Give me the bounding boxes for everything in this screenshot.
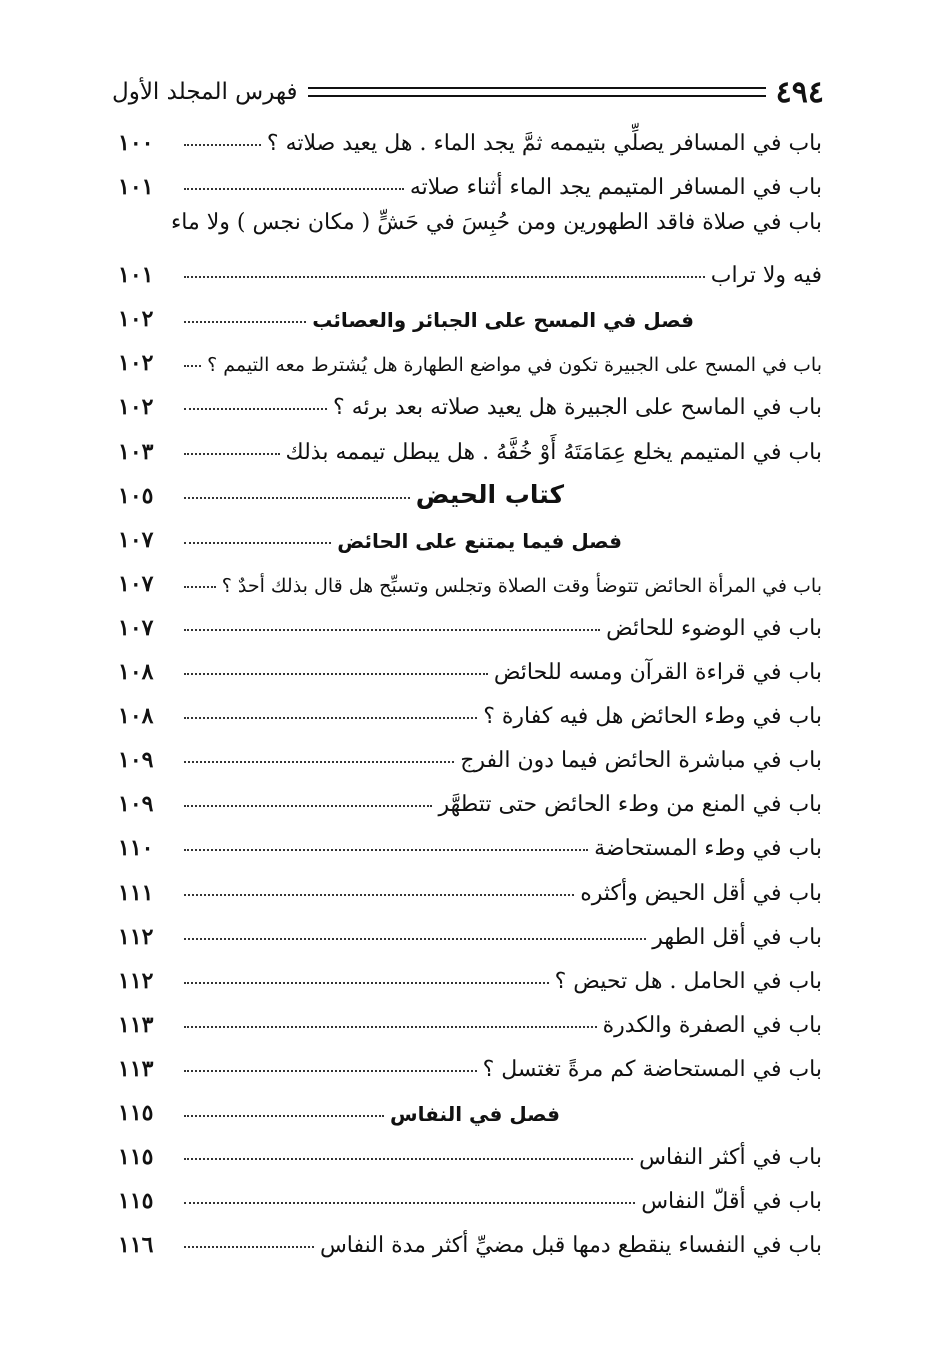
entry-text: باب في الوضوء للحائض — [606, 615, 822, 641]
index-entry — [118, 603, 822, 647]
dot-leader — [184, 629, 600, 631]
dot-leader — [184, 321, 306, 323]
dot-leader — [184, 805, 432, 807]
entry-text-line1: باب في صلاة فاقد الطهورين ومن حُبِسَ في حَشٍّ ( مكان نجس ) ولا ماء — [170, 210, 822, 236]
entry-page: ١١٣ — [118, 1055, 154, 1082]
entry-page: ١٠٩ — [118, 747, 154, 774]
index-entry — [118, 779, 822, 823]
entry-page: ١١٠ — [118, 835, 154, 862]
entry-text: باب في المسافر يصلِّي بتيممه ثمَّ يجد الماء . هل يعيد صلاته ؟ — [266, 131, 822, 157]
entry-page: ١٠٢ — [118, 350, 154, 377]
entry-text: باب في وطء المستحاضة — [594, 836, 822, 862]
dot-leader — [184, 365, 201, 367]
book-heading — [118, 471, 822, 515]
dot-leader — [184, 1246, 314, 1248]
entry-page: ١٠١ — [118, 174, 154, 201]
entry-page: ١٠٧ — [118, 614, 154, 641]
section-heading — [118, 515, 822, 559]
entry-text: باب في المنع من وطء الحائض حتى تتطهَّر — [438, 792, 822, 818]
index-entry — [118, 426, 822, 470]
dot-leader — [184, 1026, 597, 1028]
entry-text: باب في أقل الطهر — [652, 924, 822, 950]
index-entry — [118, 1220, 822, 1264]
entry-page: ١١٥ — [118, 1188, 154, 1215]
entry-page: ١١٦ — [118, 1232, 154, 1259]
dot-leader — [184, 1115, 384, 1117]
entry-text: باب في وطء الحائض هل فيه كفارة ؟ — [483, 704, 822, 730]
entry-text: باب في الحامل . هل تحيض ؟ — [554, 968, 822, 994]
dot-leader — [184, 586, 216, 588]
dot-leader — [184, 542, 331, 544]
index-entry — [118, 1132, 822, 1176]
dot-leader — [184, 673, 488, 675]
entry-page: ١٠٢ — [118, 306, 154, 333]
index-entry — [118, 956, 822, 1000]
index-entry — [118, 382, 822, 426]
dot-leader — [184, 1070, 477, 1072]
section-heading — [118, 294, 822, 338]
entry-page: ١٠٧ — [118, 570, 154, 597]
entry-text: باب في المستحاضة كم مرةً تغتسل ؟ — [482, 1056, 822, 1082]
entry-text: باب في المسافر المتيمم يجد الماء أثناء صلاته — [409, 175, 822, 201]
index-entry — [118, 647, 822, 691]
entry-text: باب في النفساء ينقطع دمها قبل مضيِّ أكثر مدة النفاس — [319, 1233, 822, 1259]
index-entry — [118, 206, 822, 294]
entry-text: باب في المسح على الجبيرة تكون في مواضع الطهارة هل يُشترط معه التيمم ؟ — [207, 354, 822, 377]
index-entry — [118, 1176, 822, 1220]
dot-leader — [184, 982, 549, 984]
entry-page: ١٠٠ — [118, 130, 154, 157]
index-entry — [118, 912, 822, 956]
entry-text: باب في مباشرة الحائض فيما دون الفرج — [460, 748, 822, 774]
entry-text: باب في الماسح على الجبيرة هل يعيد صلاته بعد برئه ؟ — [333, 395, 822, 421]
index-entry — [118, 823, 822, 867]
entry-text: باب في المتيمم يخلع عِمَامَتَهُ أَوْ خُفَّهُ . هل يبطل تيممه بذلك — [285, 439, 822, 465]
section-title: فصل في النفاس — [390, 1101, 560, 1126]
index-entry — [118, 338, 822, 382]
entry-text-line2: فيه ولا تراب — [710, 263, 822, 289]
dot-leader — [184, 276, 705, 278]
dot-leader — [184, 761, 454, 763]
index-entries — [118, 118, 822, 1264]
entry-text: باب في قراءة القرآن ومسه للحائض — [493, 660, 822, 686]
header-double-rule — [308, 87, 766, 97]
dot-leader — [184, 938, 646, 940]
entry-text: باب في المرأة الحائض تتوضأ وقت الصلاة وتجلس وتسبِّح هل قال بذلك أحدٌ ؟ — [221, 574, 822, 597]
entry-page: ١٠٩ — [118, 791, 154, 818]
entry-page: ١٠٢ — [118, 394, 154, 421]
index-entry — [118, 1044, 822, 1088]
entry-text: باب في أقل الحيض وأكثره — [580, 880, 822, 906]
entry-page: ١٠٨ — [118, 703, 154, 730]
dot-leader — [184, 849, 588, 851]
entry-page: ١١٥ — [118, 1144, 154, 1171]
entry-page: ١٠٥ — [118, 482, 154, 509]
section-title: فصل في المسح على الجبائر والعصائب — [312, 308, 694, 333]
index-entry — [118, 867, 822, 911]
dot-leader — [184, 497, 410, 499]
entry-text: باب في أقلّ النفاس — [641, 1189, 822, 1215]
dot-leader — [184, 1202, 635, 1204]
entry-page: ١٠٨ — [118, 659, 154, 686]
index-entry — [118, 1000, 822, 1044]
index-entry — [118, 118, 822, 162]
dot-leader — [184, 144, 261, 146]
section-title: فصل فيما يمتنع على الحائض — [337, 528, 622, 553]
dot-leader — [184, 1158, 633, 1160]
section-heading — [118, 1088, 822, 1132]
entry-page: ١١٢ — [118, 923, 154, 950]
entry-page: ١١٢ — [118, 967, 154, 994]
index-entry — [118, 735, 822, 779]
entry-page: ١١٥ — [118, 1099, 154, 1126]
dot-leader — [184, 894, 574, 896]
index-entry — [118, 691, 822, 735]
page-number: ٤٩٤ — [775, 74, 824, 110]
entry-text: باب في أكثر النفاس — [639, 1145, 822, 1171]
dot-leader — [184, 453, 280, 455]
dot-leader — [184, 408, 327, 410]
entry-page: ١٠٣ — [118, 438, 154, 465]
page-header — [112, 72, 824, 112]
entry-page: ١٠١ — [118, 262, 154, 289]
index-entry — [118, 162, 822, 206]
entry-page: ١٠٧ — [118, 526, 154, 553]
running-title: فهرس المجلد الأول — [112, 79, 298, 105]
entry-text: باب في الصفرة والكدرة — [602, 1012, 822, 1038]
dot-leader — [184, 717, 477, 719]
entry-page: ١١١ — [118, 879, 154, 906]
entry-page: ١١٣ — [118, 1011, 154, 1038]
dot-leader — [184, 188, 404, 190]
index-entry — [118, 559, 822, 603]
book-title: كتاب الحيض — [415, 479, 564, 509]
